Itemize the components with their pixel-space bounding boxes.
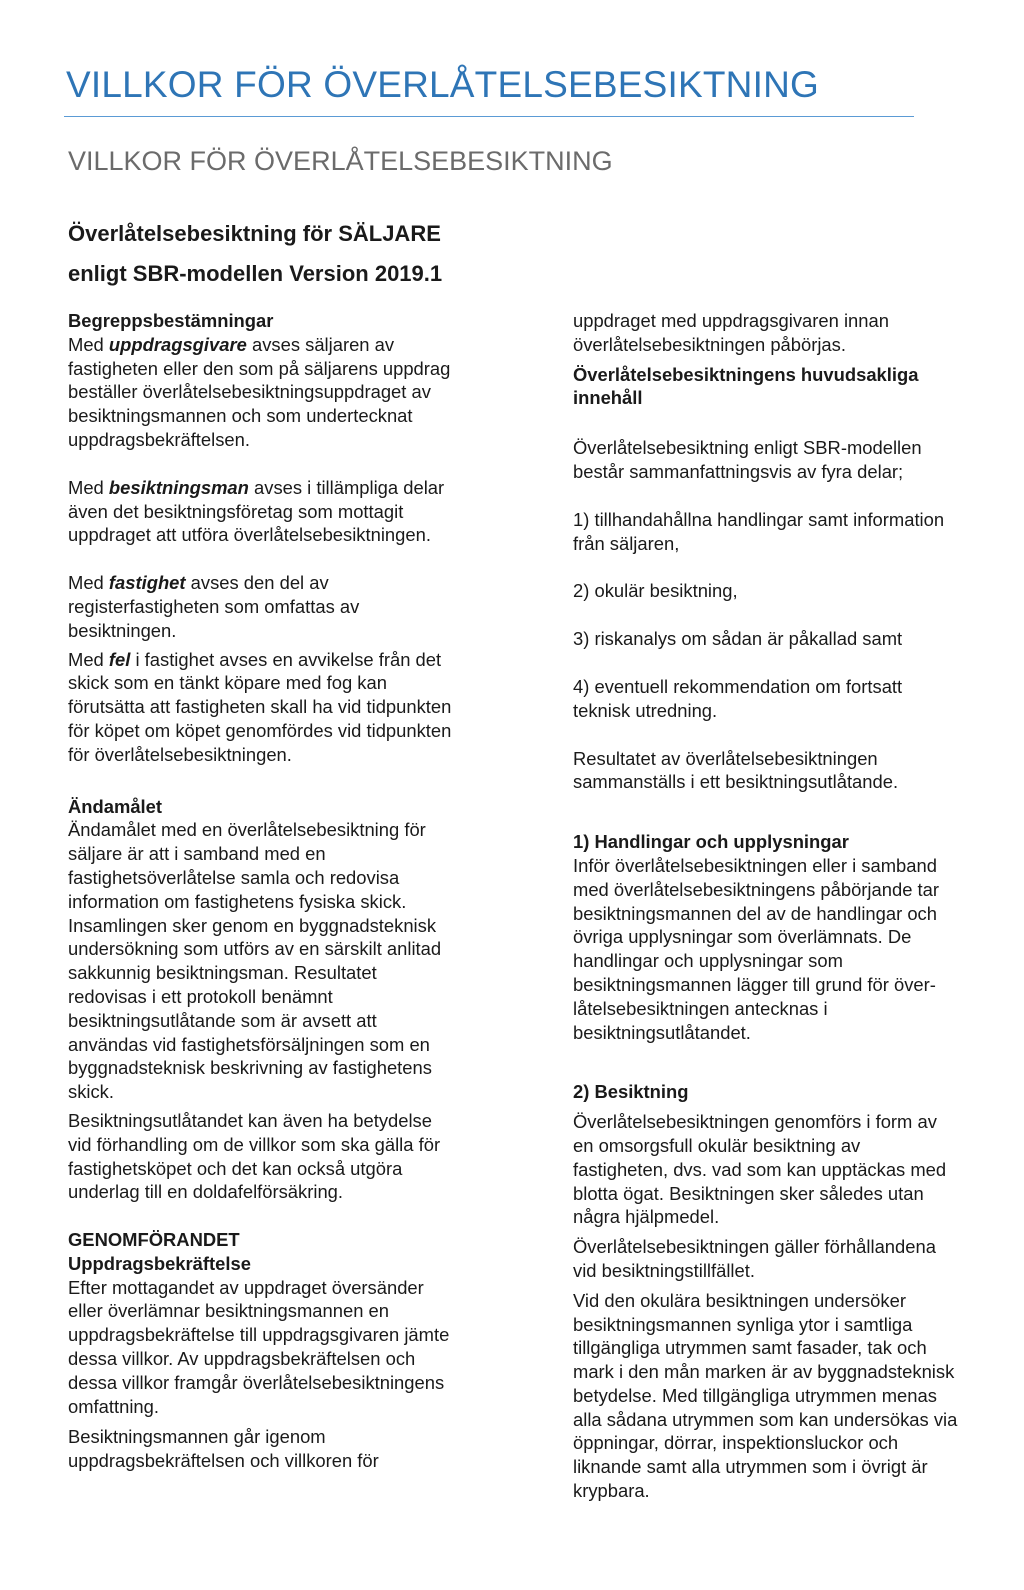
text-line: med överlåtelsebesiktningens påbörjande tar (573, 878, 939, 900)
text-line: för köpet om köpet genomfördes vid tidpunkten (68, 719, 452, 741)
text-line: Besiktningsmannen går igenom (68, 1426, 326, 1448)
section-heading-genomforandet: GENOMFÖRANDET (68, 1229, 240, 1251)
text-fragment: avses i tillämpliga delar (248, 476, 445, 498)
defined-term: besiktningsman (108, 476, 249, 498)
text-line: några hjälpmedel. (573, 1206, 720, 1228)
text-fragment: avses säljaren av (246, 333, 395, 355)
text-line: Efter mottagandet av uppdraget översänder (68, 1276, 424, 1298)
text-line: Överlåtelsebesiktningen genomförs i form av (573, 1111, 937, 1133)
text-line: skick som en tänkt köpare med fog kan (68, 672, 387, 694)
text-line: information om fastighetens fysiska skick. (68, 890, 407, 912)
text-line: Ändamålet med en överlåtelsebesiktning för (68, 819, 426, 841)
section-heading-andamalet: Ändamålet (68, 795, 163, 817)
text-line: uppdragsbekräftelsen. (68, 428, 250, 450)
text-line: besiktningsutlåtande som är avsett att (68, 1009, 377, 1031)
text-line: uppdraget med uppdragsgivaren innan (573, 310, 889, 331)
text-line: från säljaren, (573, 532, 680, 554)
text-line: består sammanfattningsvis av fyra delar; (573, 460, 904, 482)
defined-term: fel (108, 648, 131, 670)
text-line: dessa villkor framgår överlåtelsebesiktningens (68, 1371, 445, 1393)
document-main-title: VILLKOR FÖR ÖVERLÅTELSEBESIKTNING (66, 64, 819, 105)
text-fragment: i fastighet avses en avvikelse från det (130, 648, 442, 670)
definition-fel (68, 648, 518, 767)
definition-fastighet (68, 571, 518, 642)
section-heading-begreppsbestamningar: Begreppsbestämningar (68, 310, 274, 331)
text-line: 4) eventuell rekommendation om fortsatt (573, 675, 903, 697)
text-fragment: Med (68, 476, 109, 498)
text-line (68, 571, 518, 595)
text-line: sammanställs i ett besiktningsutlåtande. (573, 771, 899, 793)
text-line: uppdraget att utföra överlåtelsebesiktningen. (68, 524, 431, 546)
section-heading-besiktning: 2) Besiktning (573, 1081, 689, 1103)
paragraph-genomgang (68, 1425, 518, 1473)
text-line: Överlåtelsebesiktningens huvudsakliga (573, 363, 919, 385)
text-line: vid besiktningstillfället. (573, 1259, 755, 1281)
paragraph-intro (573, 436, 1013, 484)
text-line: Överlåtelsebesiktning enligt SBR-modellen (573, 437, 922, 459)
section-heading-handlingar: 1) Handlingar och upplysningar (573, 831, 849, 853)
text-line: öppningar, dörrar, inspektionsluckor och (573, 1432, 899, 1454)
section-heading-uppdragsbekraftelse: Uppdragsbekräftelse (68, 1252, 251, 1274)
right-column (573, 309, 1013, 1503)
text-line: mark i den mån marken är av byggnadsteknisk (573, 1361, 955, 1383)
text-line: sakkunnig besiktningsman. Resultatet (68, 962, 377, 984)
text-line (68, 648, 518, 672)
text-line: omfattning. (68, 1395, 159, 1417)
text-line: betydelse. Med tillgängliga utrymmen menas (573, 1384, 937, 1406)
defined-term: fastighet (108, 572, 186, 594)
text-line: besiktningsmannen och som undertecknat (68, 405, 413, 427)
text-line (68, 333, 518, 357)
text-line: blotta ögat. Besiktningen sker således utan (573, 1182, 924, 1204)
text-line: tillgängliga utrymmen samt fasader, tak och (573, 1337, 927, 1359)
text-line: alla sådana utrymmen som kan undersökas via (573, 1408, 958, 1430)
paragraph-okular-besiktning (573, 1289, 1013, 1503)
document-heading (68, 214, 442, 294)
text-line: besiktningsutlåtandet. (573, 1021, 751, 1043)
text-line: Besiktningsutlåtandet kan även ha betydelse (68, 1109, 432, 1131)
text-line: fastigheten eller den som på säljarens uppdrag (68, 357, 451, 379)
section-heading-huvudsakliga-innehall (573, 363, 1013, 411)
text-line: förutsätta att fastigheten skall ha vid tidpunkten (68, 696, 452, 718)
text-line: registerfastigheten som omfattas av (68, 595, 360, 617)
paragraph-andamalet (68, 818, 518, 1104)
text-line: en omsorgsfull okulär besiktning av (573, 1134, 861, 1156)
text-line: besiktningsmannen lägger till grund för över- (573, 973, 936, 995)
text-line: liknande samt alla utrymmen som i övrigt är (573, 1456, 928, 1478)
text-fragment: Med (68, 648, 109, 670)
text-line: byggnadsteknisk beskrivning av fastighetens (68, 1057, 432, 1079)
list-item-rekommendation (573, 675, 1013, 723)
list-item-riskanalys (573, 627, 1013, 651)
paragraph-handlingar (573, 854, 1013, 1044)
definition-uppdragsgivare (68, 333, 518, 452)
text-line: överlåtelsebesiktningen påbörjas. (573, 333, 846, 355)
text-line: fastighetsöverlåtelse samla och redovisa (68, 866, 400, 888)
text-line: 1) tillhandahållna handlingar samt information (573, 508, 945, 530)
document-heading-line: enligt SBR-modellen Version 2019.1 (68, 261, 443, 286)
text-line: Insamlingen sker genom en byggnadsteknisk (68, 914, 437, 936)
document-sub-title: VILLKOR FÖR ÖVERLÅTELSEBESIKTNING (68, 146, 613, 176)
text-line: besiktningsmannen del av de handlingar och (573, 902, 937, 924)
text-line: övriga upplysningar som överlämnats. De (573, 926, 912, 948)
text-line: dessa villkor. Av uppdragsbekräftelsen och (68, 1348, 416, 1370)
text-line: för överlåtelsebesiktningen. (68, 743, 292, 765)
text-line: teknisk utredning. (573, 699, 718, 721)
text-line: säljare är att i samband med en (68, 843, 326, 865)
text-line: skick. (68, 1081, 114, 1103)
text-line: underlag till en doldafelförsäkring. (68, 1181, 344, 1203)
paragraph-betydelse (68, 1109, 518, 1204)
text-line: fastigheten, dvs. vad som kan upptäckas med (573, 1158, 947, 1180)
definition-besiktningsman (68, 476, 518, 547)
text-line: 2) okulär besiktning, (573, 580, 738, 602)
paragraph-forhallanden (573, 1235, 1013, 1283)
text-fragment: Med (68, 333, 109, 355)
text-line: användas vid fastighetsförsäljningen som en (68, 1033, 430, 1055)
paragraph-resultat (573, 747, 1013, 795)
text-line: redovisas i ett protokoll benämnt (68, 985, 333, 1007)
text-line: Överlåtelsebesiktningen gäller förhållandena (573, 1236, 936, 1258)
document-heading-line: Överlåtelsebesiktning för SÄLJARE (68, 221, 441, 246)
left-column (68, 309, 518, 1473)
list-item-okular-besiktning (573, 579, 1013, 603)
text-fragment: avses den del av (185, 572, 329, 594)
title-divider (64, 116, 914, 117)
text-line: innehåll (573, 387, 643, 409)
text-line: även det besiktningsföretag som mottagit (68, 500, 404, 522)
paragraph-besiktning (573, 1110, 1013, 1229)
text-line: 3) riskanalys om sådan är påkallad samt (573, 628, 903, 650)
text-line: beställer överlåtelsebesiktningsuppdraget av (68, 381, 431, 403)
text-line: Vid den okulära besiktningen undersöker (573, 1289, 906, 1311)
text-line: uppdragsbekräftelse till uppdragsgivaren jämte (68, 1324, 450, 1346)
text-line: vid förhandling om de villkor som ska gälla för (68, 1133, 441, 1155)
text-line: Resultatet av överlåtelsebesiktningen (573, 747, 878, 769)
defined-term: uppdragsgivare (108, 333, 247, 355)
text-line: eller överlämnar besiktningsmannen en (68, 1300, 389, 1322)
text-line: besiktningsmannen synliga ytor i samtliga (573, 1313, 913, 1335)
text-line: uppdragsbekräftelsen och villkoren för (68, 1450, 379, 1472)
text-line: låtelsebesiktningen antecknas i (573, 997, 828, 1019)
text-line: fastighetsköpet och det kan också utgöra (68, 1157, 403, 1179)
text-line: handlingar och upplysningar som (573, 950, 843, 972)
text-line: krypbara. (573, 1480, 650, 1502)
list-item-handlingar (573, 508, 1013, 556)
text-line: Inför överlåtelsebesiktningen eller i samband (573, 854, 937, 876)
paragraph-continuation (573, 309, 1013, 357)
paragraph-uppdragsbekraftelse (68, 1276, 518, 1419)
text-line: undersökning som utförs av en särskilt anlitad (68, 938, 442, 960)
text-fragment: Med (68, 572, 109, 594)
text-line: besiktningen. (68, 619, 177, 641)
text-line (68, 476, 518, 500)
